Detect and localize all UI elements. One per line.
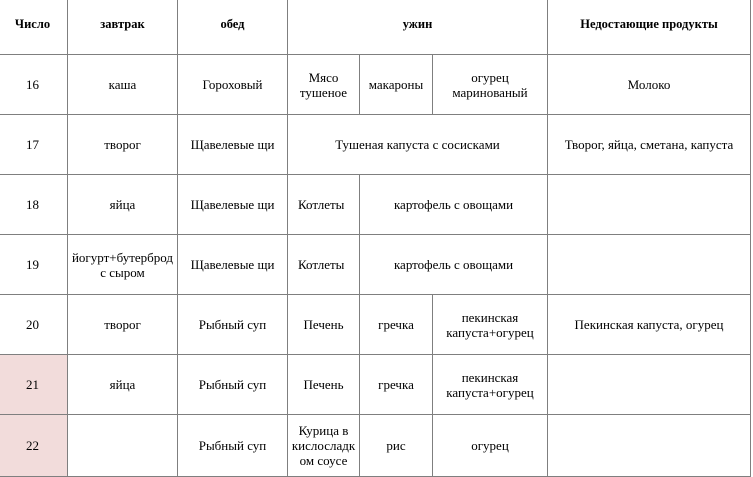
cell-breakfast: каша [68,55,178,115]
cell-lunch: Гороховый [178,55,288,115]
table-row [0,175,751,235]
cell-lunch: Рыбный суп [178,295,288,355]
cell-dinner-side: гречка [360,295,433,355]
cell-dinner-main: Курица в кислосладк ом соусе [288,415,360,477]
header-dinner: ужин [288,0,548,55]
table-row [0,115,751,175]
table-row [0,55,751,115]
header-missing: Недостающие продукты [548,0,751,55]
cell-lunch: Щавелевые щи [178,235,288,295]
cell-dinner-full: Тушеная капуста с сосисками [288,115,548,175]
cell-missing [548,235,751,295]
cell-day: 19 [0,235,68,295]
cell-dinner-extra: пекинская капуста+огурец [433,355,548,415]
cell-dinner-side: гречка [360,355,433,415]
table-row [0,235,751,295]
cell-breakfast [68,415,178,477]
cell-missing [548,355,751,415]
header-row [0,0,751,55]
cell-breakfast: йогурт+бутерброд с сыром [68,235,178,295]
cell-dinner-extra: огурец [433,415,548,477]
cell-day: 18 [0,175,68,235]
cell-dinner-rest: картофель с овощами [360,175,548,235]
cell-missing [548,175,751,235]
table-row [0,295,751,355]
cell-dinner-extra: пекинская капуста+огурец [433,295,548,355]
cell-lunch: Щавелевые щи [178,175,288,235]
cell-dinner-side: макароны [360,55,433,115]
cell-breakfast: яйца [68,355,178,415]
header-day: Число [0,0,68,55]
cell-dinner-extra: огурец маринованый [433,55,548,115]
table-row [0,355,751,415]
cell-day: 22 [0,415,68,477]
cell-dinner-main: Мясо тушеное [288,55,360,115]
cell-day: 16 [0,55,68,115]
cell-missing: Творог, яйца, сметана, капуста [548,115,751,175]
cell-missing [548,415,751,477]
cell-dinner-main: Котлеты [288,235,360,295]
cell-dinner-side: рис [360,415,433,477]
cell-dinner-main: Печень [288,355,360,415]
cell-missing: Молоко [548,55,751,115]
header-breakfast: завтрак [68,0,178,55]
table-row [0,415,751,477]
cell-lunch: Щавелевые щи [178,115,288,175]
cell-breakfast: творог [68,115,178,175]
cell-lunch: Рыбный суп [178,355,288,415]
cell-breakfast: творог [68,295,178,355]
cell-day: 20 [0,295,68,355]
cell-dinner-rest: картофель с овощами [360,235,548,295]
cell-dinner-main: Печень [288,295,360,355]
cell-breakfast: яйца [68,175,178,235]
cell-dinner-main: Котлеты [288,175,360,235]
cell-day: 21 [0,355,68,415]
cell-day: 17 [0,115,68,175]
cell-lunch: Рыбный суп [178,415,288,477]
cell-missing: Пекинская капуста, огурец [548,295,751,355]
header-lunch: обед [178,0,288,55]
